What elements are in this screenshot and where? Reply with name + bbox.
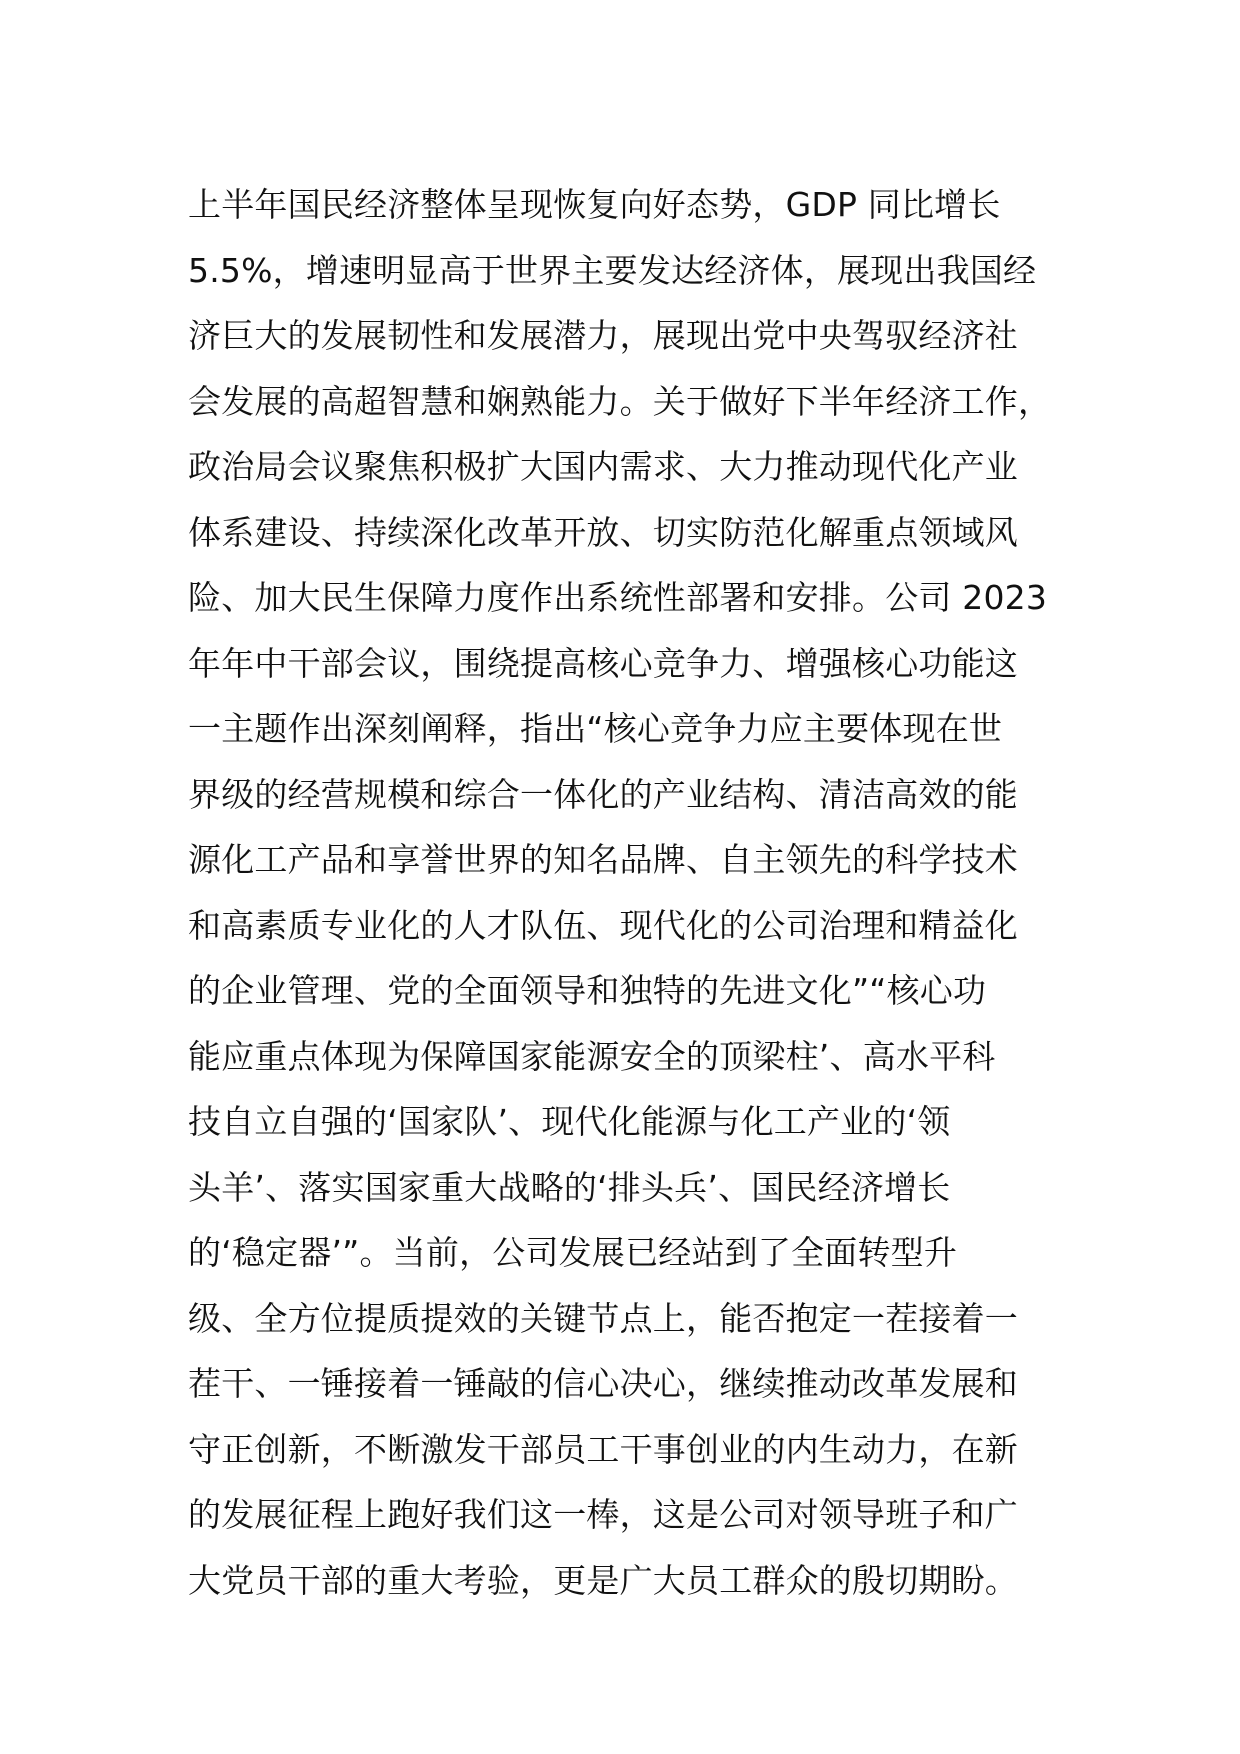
- paragraph-line: 上半年国民经济整体呈现恢复向好态势，GDP 同比增长: [188, 185, 1001, 224]
- paragraph-line: 技自立自强的‘国家队’、现代化能源与化工产业的‘领: [188, 1102, 951, 1141]
- paragraph-line: 体系建设、持续深化改革开放、切实防范化解重点领域风: [188, 512, 1018, 552]
- paragraph-line: 的企业管理、党的全面领导和独特的先进文化”“核心功: [188, 971, 987, 1010]
- paragraph-line: 和高素质专业化的人才队伍、现代化的公司治理和精益化: [188, 905, 1018, 945]
- paragraph-line: 守正创新，不断激发干部员工干事创业的内生动力，在新: [188, 1429, 1018, 1469]
- paragraph-line: 年年中干部会议，围绕提高核心竞争力、增强核心功能这: [188, 643, 1018, 683]
- paragraph-line: 的‘稳定器’”。当前，公司发展已经站到了全面转型升: [188, 1233, 958, 1272]
- paragraph-line: 头羊’、落实国家重大战略的‘排头兵’、国民经济增长: [188, 1167, 951, 1207]
- paragraph-line: 源化工产品和享誉世界的知名品牌、自主领先的科学技术: [188, 840, 1018, 879]
- paragraph-line: 一主题作出深刻阐释，指出“核心竞争力应主要体现在世: [188, 709, 1003, 748]
- paragraph-line: 级、全方位提质提效的关键节点上，能否抱定一茬接着一: [188, 1298, 1018, 1338]
- paragraph-line: 会发展的高超智慧和娴熟能力。关于做好下半年经济工作，: [188, 381, 1052, 421]
- body-paragraph: [188, 172, 1068, 1613]
- paragraph-line: 的发展征程上跑好我们这一棒，这是公司对领导班子和广: [188, 1495, 1018, 1534]
- paragraph-line: 茬干、一锤接着一锤敲的信心决心，继续推动改革发展和: [188, 1364, 1018, 1403]
- paragraph-line: 界级的经营规模和综合一体化的产业结构、清洁高效的能: [188, 774, 1018, 814]
- paragraph-line: 大党员干部的重大考验，更是广大员工群众的殷切期盼。: [188, 1560, 1018, 1600]
- paragraph-line: 险、加大民生保障力度作出系统性部署和安排。公司 2023: [188, 578, 1048, 617]
- paragraph-line: 政治局会议聚焦积极扩大国内需求、大力推动现代化产业: [188, 447, 1018, 486]
- paragraph-line: 能应重点体现为保障国家能源安全的顶梁柱’、高水平科: [188, 1036, 996, 1076]
- paragraph-line: 济巨大的发展韧性和发展潜力，展现出党中央驾驭经济社: [188, 316, 1018, 355]
- paragraph-line: 5.5%，增速明显高于世界主要发达经济体，展现出我国经: [188, 250, 1037, 290]
